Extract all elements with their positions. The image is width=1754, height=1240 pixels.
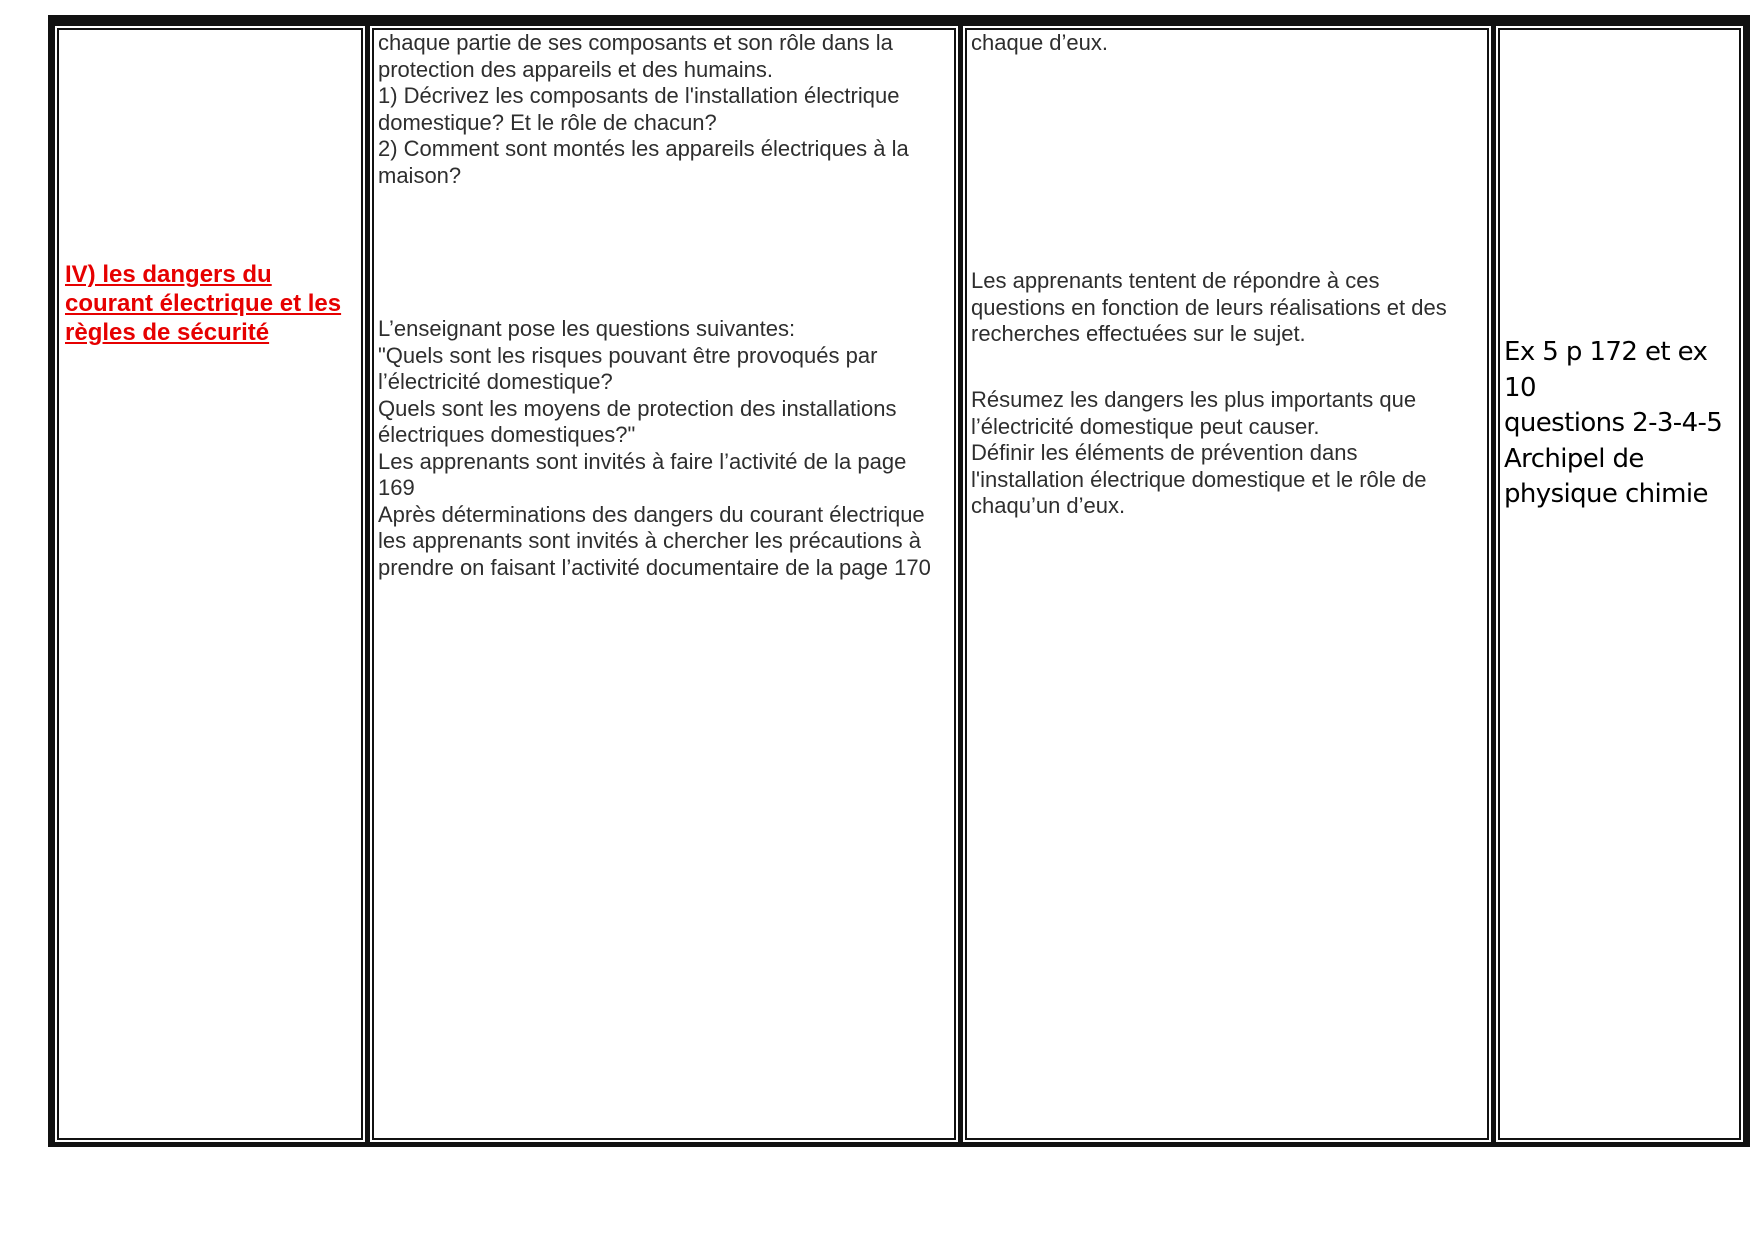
section-cell-inner xyxy=(57,28,363,1140)
lesson-table xyxy=(48,15,1750,1147)
exercise-cell xyxy=(1495,25,1744,1143)
section-title: IV) les dangers du courant électrique et les règles de sécurité xyxy=(65,261,342,346)
teacher-activity-top-text: chaque partie de ses composants et son rôle dans la protection des appareils et des humains. 1) Décrivez les composants de l'installation électrique domestique? Et le rôle de chacun? 2) Comment sont montés les appareils électriques à la maison? xyxy=(378,30,909,188)
learner-activity-summary-text: Résumez les dangers les plus importants que l’électricité domestique peut causer. Définir les éléments de prévention dans l'installation électrique domestique et le rôle de chaqu’un d’eux. xyxy=(971,387,1427,518)
learner-activity-cell-inner xyxy=(965,28,1489,1140)
learner-activity-top-text: chaque d’eux. xyxy=(971,30,1108,55)
teacher-activity-cell xyxy=(369,25,959,1143)
exercise-reference: Ex 5 p 172 et ex 10 questions 2-3-4-5 Archipel de physique chimie xyxy=(1504,337,1723,509)
teacher-activity-cell-inner xyxy=(372,28,956,1140)
teacher-activity-questions-text: L’enseignant pose les questions suivantes: "Quels sont les risques pouvant être provoqués par l’électricité domestique? Quels sont les moyens de protection des installations électriques domestiques?" Les apprenants sont invités à faire l’activité de la page 169 Après déterminations des dangers du courant électrique les apprenants sont invités à chercher les précautions à prendre on faisant l’activité documentaire de la page 170 xyxy=(378,316,931,580)
learner-activity-answer-text: Les apprenants tentent de répondre à ces questions en fonction de leurs réalisations et des recherches effectuées sur le sujet. xyxy=(971,268,1447,346)
learner-activity-cell xyxy=(962,25,1492,1143)
exercise-cell-inner xyxy=(1498,28,1741,1140)
section-cell xyxy=(54,25,366,1143)
